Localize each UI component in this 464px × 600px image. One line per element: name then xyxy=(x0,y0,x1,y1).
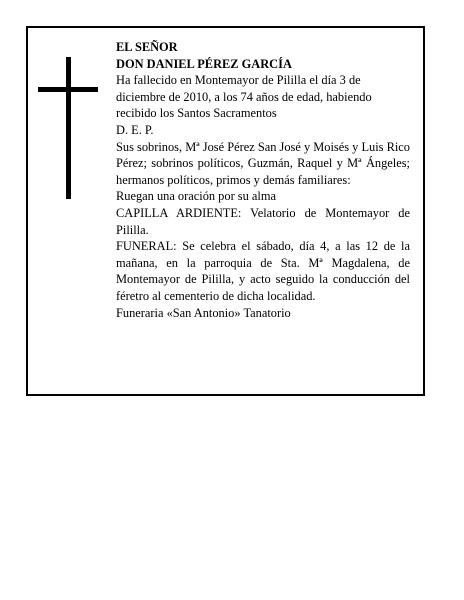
cross-icon xyxy=(38,57,98,199)
funeral-info: FUNERAL: Se celebra el sábado, día 4, a las 12 de la mañana, en la parroquia de Sta. Mª Magdalena, de Montemayor de Pililla, y acto seguido la conducción del féretro al cementerio de dicha localidad. xyxy=(116,239,410,303)
death-notice: Ha fallecido en Montemayor de Pililla el día 3 de diciembre de 2010, a los 74 años de edad, habiendo recibido los Santos Sacramentos xyxy=(116,73,372,121)
cross-vertical-bar xyxy=(66,57,71,199)
deceased-name: DON DANIEL PÉREZ GARCÍA xyxy=(116,56,292,71)
cross-horizontal-bar xyxy=(38,87,98,92)
family-mourners: Sus sobrinos, Mª José Pérez San José y Moisés y Luis Rico Pérez; sobrinos políticos, Guzmán, Raquel y Mª Ángeles; hermanos políticos, primos y demás familiares: xyxy=(116,139,410,187)
rip-text: D. E. P. xyxy=(116,122,154,137)
prayer-request: Ruegan una oración por su alma xyxy=(116,189,276,204)
chapel-info: CAPILLA ARDIENTE: Velatorio de Montemayor de Pililla. xyxy=(116,205,410,237)
obituary-title: EL SEÑOR xyxy=(116,40,178,54)
obituary-text xyxy=(116,39,410,321)
funeral-home: Funeraria «San Antonio» Tanatorio xyxy=(116,305,291,320)
obituary-notice xyxy=(26,26,425,396)
